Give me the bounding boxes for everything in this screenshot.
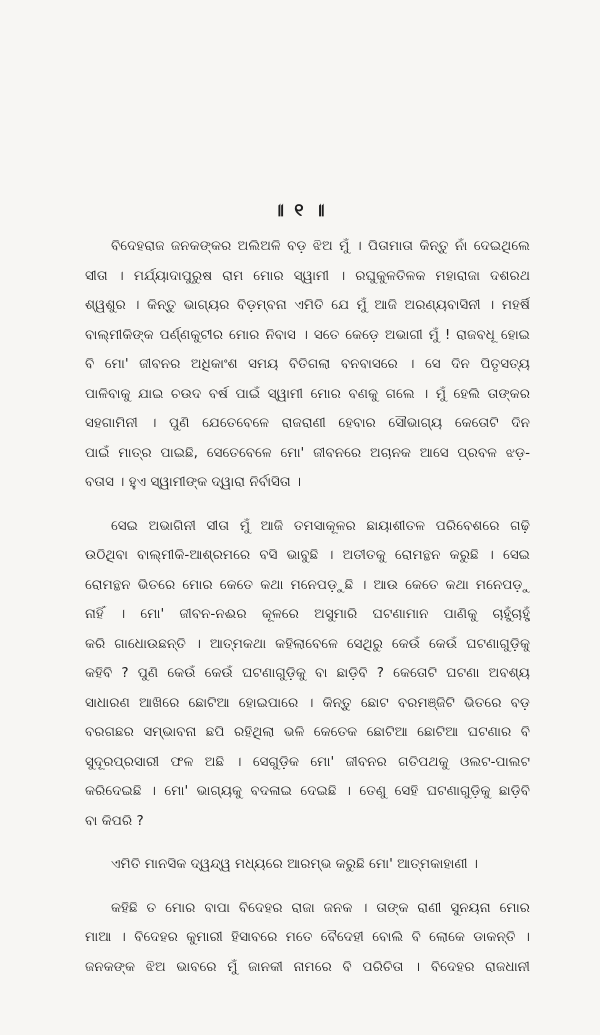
text-line: କରିଦେଇଛି । ମୋ' ଭାଗ୍ୟକୁ ବଦଳାଇ ଦେଇଛି । ତେଣୁ ସେହି ଘଟଣାଗୁଡ଼ିକୁ ଛାଡ଼ିବି	[85, 783, 530, 799]
text-line: ବିଦେହରାଜ ଜନକଙ୍କର ଅଲିଅଳି ବଡ଼ ଝିଅ ମୁଁ । ପିତାମାତା କିନ୍ତୁ ନାଁ ଦେଇଥିଲେ	[111, 238, 530, 254]
text-line: ସୁଦୂରପ୍ରସାରୀ ଫଳ ଅଛି । ସେଗୁଡ଼ିକ ମୋ' ଜୀବନର ଗତିପଥକୁ ଓଲଟ-ପାଲଟ	[85, 753, 530, 770]
text-line: ବରଗଛର ସମ୍ଭାବନା ଛପି ରହିଥିଲା ଭଳି କେତେକ ଛୋଟିଆ ଛୋଟିଆ ଘଟଣାର ବି	[85, 724, 530, 740]
text-line: ବି ମୋ' ଜୀବନର ଅଧିକାଂଶ ସମୟ ବିତିଗଲା ବନବାସରେ । ସେ ଦିନ ପିତୃସତ୍ୟ	[85, 356, 530, 372]
text-line: ଶ୍ୱଶୁର । କିନ୍ତୁ ଭାଗ୍ୟର ବିଡ଼ମ୍ବନା ଏମିତି ଯେ ମୁଁ ଆଜି ଅରଣ୍ୟବାସିନୀ । ମହର୍ଷି	[85, 297, 530, 313]
text-line: ସୀତା । ମର୍ଯ୍ୟାଦାପୁରୁଷ ରାମ ମୋର ସ୍ୱାମୀ । ରଘୁକୁଳତିଳକ ମହାରାଜା ଦଶରଥ	[85, 267, 530, 284]
text-line: ଉଠିଥିବା ବାଲ୍ମୀକି-ଆଶ୍ରମରେ ବସି ଭାବୁଛି । ଅତୀତକୁ ରୋମନ୍ଥନ କରୁଛି । ସେଇ	[85, 547, 530, 563]
text-line: ମାଆ । ବିଦେହର କୁମାରୀ ହିସାବରେ ମତେ ବୈଦେହୀ ବୋଲି ବି ଲୋକେ ଡାକନ୍ତି ।	[85, 929, 530, 945]
body-text	[85, 232, 530, 996]
text-line: ନାହିଁ । ମୋ' ଜୀବନ-ନଈର କୂଳରେ ଅସୁମାରି ଘଟଣାମାନ ପାଣିକୁ ଚାହୁଁଚାହୁଁ	[85, 606, 530, 622]
text-line: ଏମିତି ମାନସିକ ଦ୍ୱନ୍ଦ୍ୱ ମଧ୍ୟରେ ଆରମ୍ଭ କରୁଛି ମୋ' ଆତ୍ମକାହାଣୀ ।	[111, 856, 479, 872]
text-line: କହିଛି ତ ମୋର ବାପା ବିଦେହର ରାଜା ଜନକ । ତାଙ୍କ ରାଣୀ ସୁନୟନା ମୋର	[111, 899, 530, 916]
paragraph	[85, 894, 530, 983]
text-line: ଜନକଙ୍କ ଝିଅ ଭାବରେ ମୁଁ ଜାନକୀ ନାମରେ ବି ପରିଚିତା । ବିଦେହର ରାଜଧାନୀ	[85, 958, 530, 975]
text-line: ସହଗାମିନୀ । ପୁଣି ଯେତେବେଳେ ରାଜରାଣୀ ହେବାର ସୌଭାଗ୍ୟ କେତୋଟି ଦିନ	[85, 415, 530, 431]
text-line: ବା କିପରି ?	[85, 812, 144, 829]
text-line: ପାଳିବାକୁ ଯାଇ ଚଉଦ ବର୍ଷ ପାଇଁ ସ୍ୱାମୀ ମୋର ବଣକୁ ଗଲେ । ମୁଁ ହେଲି ତାଙ୍କର	[85, 385, 530, 402]
paragraph	[85, 512, 530, 837]
text-line: ସାଧାରଣ ଆଖିରେ ଛୋଟିଆ ହୋଇପାରେ । କିନ୍ତୁ ଛୋଟ ବରମଞ୍ଜିଟି ଭିତରେ ବଡ଼	[85, 694, 530, 711]
text-line: ବାଲ୍ମୀକିଙ୍କ ପର୍ଣ୍ଣକୁଟୀର ମୋର ନିବାସ । ସତେ କେଡ଼େ ଅଭାଗୀ ମୁଁ ! ରାଜବଧୂ ହୋଇ	[85, 326, 530, 343]
chapter-number: ॥ ୧ ॥	[273, 200, 327, 221]
text-line: କହିବି ? ପୁଣି କେଉଁ କେଉଁ ଘଟଣାଗୁଡ଼ିକୁ ବା ଛାଡ଼ିବି ? କେତୋଟି ଘଟଣା ଅବଶ୍ୟ	[85, 665, 530, 681]
text-line: କରି ଗାଧୋଉଛନ୍ତି । ଆତ୍ମକଥା କହିଲାବେଳେ ସେଥିରୁ କେଉଁ କେଉଁ ଘଟଣାଗୁଡ଼ିକୁ	[85, 635, 530, 652]
paragraph	[85, 850, 530, 880]
text-line: ରୋମନ୍ଥନ ଭିତରେ ମୋର କେତେ କଥା ମନେପଡ଼ୁଛି । ଆଉ କେତେ କଥା ମନେପଡ଼ୁ	[85, 576, 530, 593]
text-line: ବତାସ । ହୁଏ ସ୍ୱାମୀଙ୍କ ଦ୍ୱାରା ନିର୍ବାସିତା ।	[85, 474, 302, 490]
paragraph	[85, 232, 530, 498]
text-line: ସେଇ ଅଭାଗିନୀ ସୀତା ମୁଁ ଆଜି ତମସାକୂଳର ଛାୟାଶୀତଳ ପରିବେଶରେ ଗଢ଼ି	[111, 517, 530, 534]
text-line: ପାଇଁ ମାତ୍ର ପାଇଛି, ସେତେବେଳେ ମୋ' ଜୀବନରେ ଅଚାନକ ଆସେ ପ୍ରବଳ ଝଡ଼-	[85, 444, 530, 461]
